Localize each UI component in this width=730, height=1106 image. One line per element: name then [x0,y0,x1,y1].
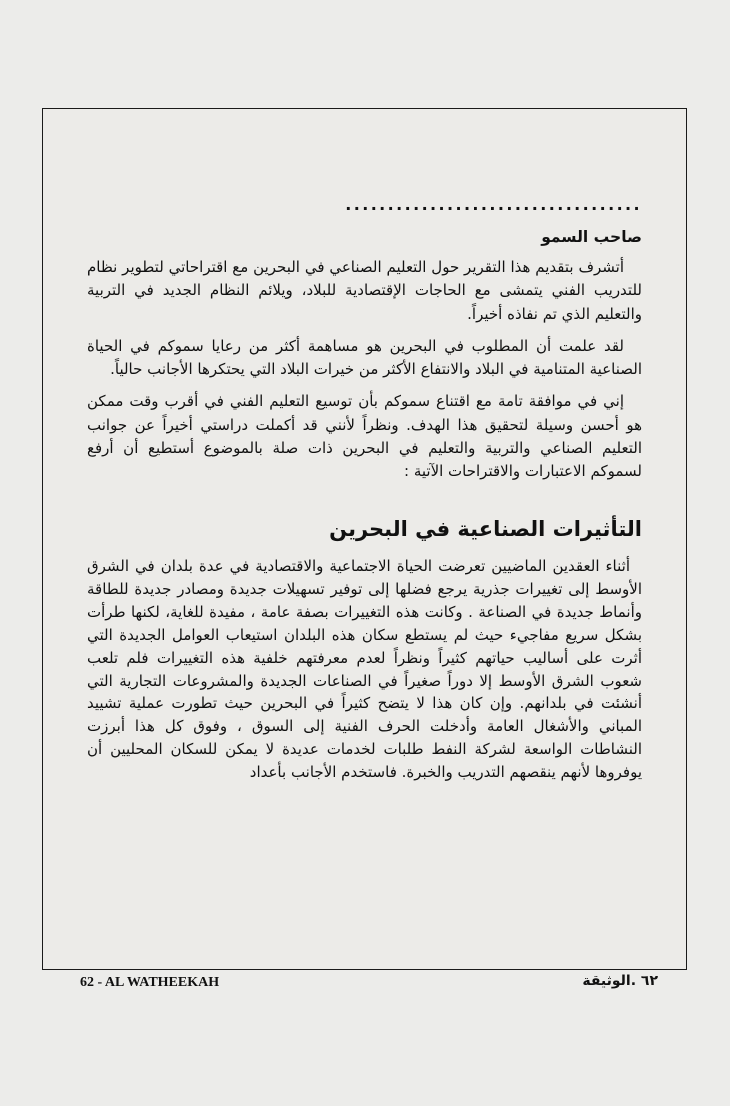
dotted-separator: ................................... [345,195,642,214]
paragraph-intro: أتشرف بتقديم هذا التقرير حول التعليم الصناعي في البحرين مع اقتراحاتي لتطوير نظام للتدريب الفني يتمشى مع الحاجات الإقتصادية للبلاد، ويلائم النظام الجديد في التربية والتعليم الذي تم نفاذه أخيراً. [87,258,642,323]
paragraph-proposals: إني في موافقة تامة مع اقتناع سموكم بأن توسيع التعليم الفني في أقرب وقت ممكن هو أحسن وسيلة لتحقيق هذا الهدف. ونظراً لأنني قد أكملت دراستي أخيراً عن جوانب التعليم الصناعي والتربية والتعليم في البحرين ذات صلة بالموضوع أستطيع أن أرفع لسموكم الاعتبارات والاقتراحات الآتية : [87,392,642,481]
document-body [87,193,642,784]
page-frame [42,108,687,970]
footer-page-label-english: 62 - AL WATHEEKAH [80,975,220,990]
salutation: صاحب السمو [541,228,642,246]
footer-page-label-arabic: ٦٢ .الوثيقة [582,973,658,989]
paragraph-participation: لقد علمت أن المطلوب في البحرين هو مساهمة أكثر من رعايا سموكم في الحياة الصناعية المتنامية في البلاد والانتفاع الأكثر من خيرات البلاد التي يحتكرها الأجانب حالياً. [87,336,642,379]
section-paragraph: أثناء العقدين الماضيين تعرضت الحياة الاجتماعية والاقتصادية في عدة بلدان في الشرق الأوسط إلى تغييرات جذرية يرجع فضلها إلى توفير تسهيلات جديدة ومصادر جديدة للطاقة وأنماط جديدة في الصناعة . وكانت هذه التغييرات بصفة عامة ، مفيدة للغاية، لكنها طرأت بشكل سريع مفاجيء حيث لم يستطع سكان هذه البلدان استيعاب العوامل الجديدة التي أثرت على أساليب حياتهم كثيراً ونظراً لعدم معرفتهم خلفية هذه التغييرات فلم تلعب شعوب الشرق الأوسط إلا دوراً صغيراً في الصناعات الجديدة والمشروعات التجارية التي أنشئت في بلدانهم. وإن كان هذا لا يتضح كثيراً في البحرين حيث تطورت عملية تشييد المباني والأشغال العامة وأدخلت الحرف الفنية إلى السوق ، وفوق كل هذا أبرزت النشاطات الواسعة لشركة النفط طلبات لخدمات عديدة لا يمكن للسكان المحليين أن يوفروها لأنهم ينقصهم التدريب والخبرة. فاستخدم الأجانب بأعداد [87,556,642,782]
section-heading: التأثيرات الصناعية في البحرين [329,517,642,542]
